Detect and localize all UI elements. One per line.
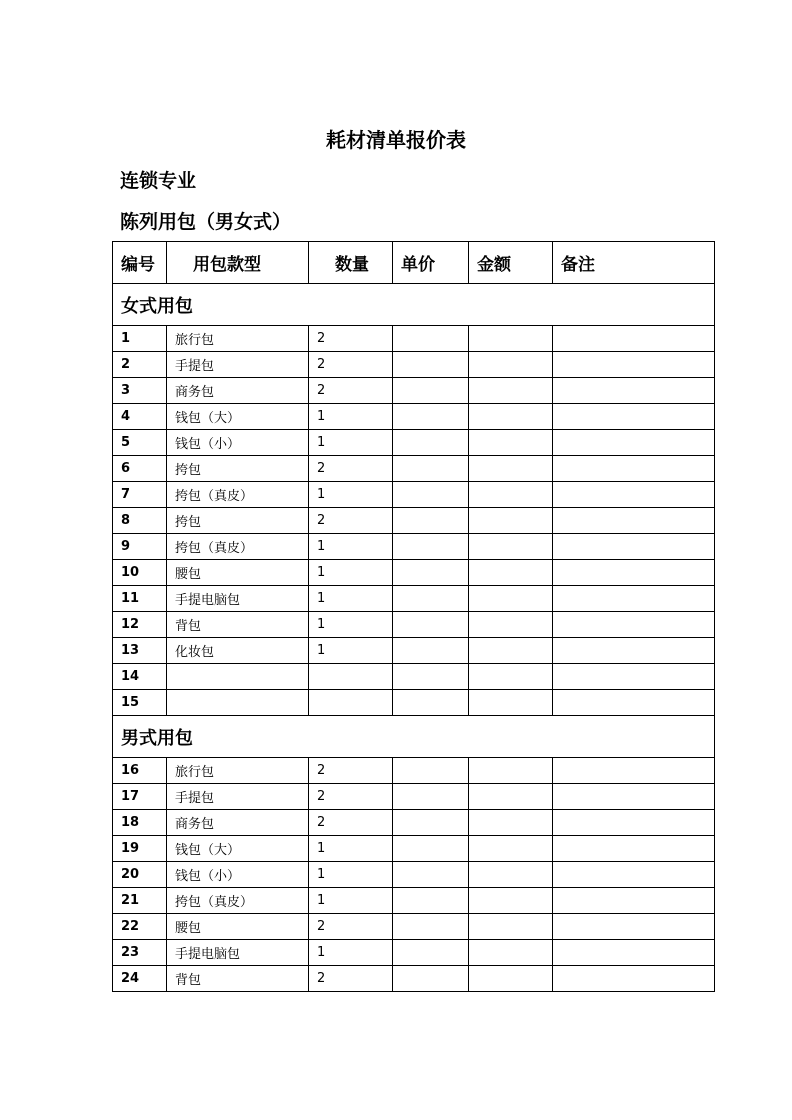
cell-number: 1 [113, 326, 167, 352]
cell-bag-type: 钱包（小） [167, 430, 309, 456]
table-row [113, 914, 715, 940]
cell-quantity: 2 [309, 352, 393, 378]
cell-quantity: 1 [309, 404, 393, 430]
table-row [113, 612, 715, 638]
cell-number: 17 [113, 784, 167, 810]
table-row [113, 690, 715, 716]
cell-bag-type: 挎包 [167, 456, 309, 482]
cell-number: 13 [113, 638, 167, 664]
cell-number: 23 [113, 940, 167, 966]
cell-amount [469, 638, 553, 664]
table-row [113, 404, 715, 430]
cell-number: 2 [113, 352, 167, 378]
cell-number: 16 [113, 758, 167, 784]
cell-amount [469, 966, 553, 992]
table-row [113, 862, 715, 888]
table-row [113, 352, 715, 378]
cell-bag-type: 钱包（大） [167, 404, 309, 430]
cell-bag-type [167, 690, 309, 716]
table-row [113, 784, 715, 810]
cell-amount [469, 862, 553, 888]
cell-unit-price [393, 378, 469, 404]
cell-remarks [553, 482, 715, 508]
cell-remarks [553, 612, 715, 638]
cell-unit-price [393, 836, 469, 862]
cell-remarks [553, 508, 715, 534]
cell-quantity [309, 664, 393, 690]
cell-quantity: 1 [309, 430, 393, 456]
cell-unit-price [393, 456, 469, 482]
cell-unit-price [393, 914, 469, 940]
cell-unit-price [393, 966, 469, 992]
group-label: 男式用包 [113, 716, 715, 758]
cell-bag-type: 手提电脑包 [167, 940, 309, 966]
header-number: 编号 [113, 242, 167, 284]
cell-bag-type: 钱包（小） [167, 862, 309, 888]
table-row [113, 482, 715, 508]
cell-remarks [553, 888, 715, 914]
cell-number: 6 [113, 456, 167, 482]
cell-number: 9 [113, 534, 167, 560]
table-row [113, 378, 715, 404]
cell-bag-type: 腰包 [167, 560, 309, 586]
quotation-table [112, 241, 715, 992]
header-bag-type: 用包款型 [167, 242, 309, 284]
cell-amount [469, 378, 553, 404]
cell-quantity: 1 [309, 836, 393, 862]
cell-amount [469, 836, 553, 862]
header-unit-price: 单价 [393, 242, 469, 284]
cell-amount [469, 404, 553, 430]
cell-quantity: 2 [309, 784, 393, 810]
table-row [113, 430, 715, 456]
cell-unit-price [393, 888, 469, 914]
cell-bag-type: 旅行包 [167, 758, 309, 784]
cell-amount [469, 586, 553, 612]
cell-unit-price [393, 758, 469, 784]
cell-number: 5 [113, 430, 167, 456]
table-row [113, 326, 715, 352]
cell-amount [469, 456, 553, 482]
group-row [113, 716, 715, 758]
cell-quantity: 1 [309, 940, 393, 966]
cell-bag-type: 化妆包 [167, 638, 309, 664]
cell-bag-type: 挎包（真皮） [167, 534, 309, 560]
document-title: 耗材清单报价表 [326, 128, 466, 152]
cell-bag-type: 手提包 [167, 352, 309, 378]
cell-number: 20 [113, 862, 167, 888]
table-row [113, 586, 715, 612]
cell-unit-price [393, 326, 469, 352]
cell-remarks [553, 586, 715, 612]
cell-unit-price [393, 560, 469, 586]
cell-remarks [553, 690, 715, 716]
cell-remarks [553, 940, 715, 966]
cell-number: 12 [113, 612, 167, 638]
cell-remarks [553, 404, 715, 430]
cell-amount [469, 758, 553, 784]
header-remarks: 备注 [553, 242, 715, 284]
header-quantity: 数量 [309, 242, 393, 284]
table-row [113, 836, 715, 862]
cell-number: 11 [113, 586, 167, 612]
cell-unit-price [393, 404, 469, 430]
group-row [113, 284, 715, 326]
cell-amount [469, 888, 553, 914]
cell-quantity: 2 [309, 914, 393, 940]
cell-unit-price [393, 508, 469, 534]
cell-remarks [553, 352, 715, 378]
cell-remarks [553, 326, 715, 352]
cell-unit-price [393, 664, 469, 690]
cell-remarks [553, 664, 715, 690]
cell-remarks [553, 966, 715, 992]
table-row [113, 664, 715, 690]
cell-bag-type: 挎包（真皮） [167, 482, 309, 508]
section-heading-display-bags: 陈列用包（男女式） [120, 211, 292, 233]
cell-number: 10 [113, 560, 167, 586]
cell-unit-price [393, 612, 469, 638]
cell-bag-type: 挎包 [167, 508, 309, 534]
cell-unit-price [393, 482, 469, 508]
cell-bag-type: 旅行包 [167, 326, 309, 352]
cell-amount [469, 326, 553, 352]
cell-bag-type: 腰包 [167, 914, 309, 940]
cell-unit-price [393, 862, 469, 888]
cell-unit-price [393, 810, 469, 836]
cell-unit-price [393, 690, 469, 716]
table-row [113, 966, 715, 992]
cell-number: 18 [113, 810, 167, 836]
cell-unit-price [393, 784, 469, 810]
cell-amount [469, 784, 553, 810]
cell-remarks [553, 534, 715, 560]
cell-amount [469, 612, 553, 638]
cell-quantity: 1 [309, 862, 393, 888]
cell-amount [469, 482, 553, 508]
cell-quantity: 2 [309, 326, 393, 352]
table-row [113, 560, 715, 586]
cell-number: 15 [113, 690, 167, 716]
cell-remarks [553, 862, 715, 888]
cell-number: 7 [113, 482, 167, 508]
cell-unit-price [393, 638, 469, 664]
group-label: 女式用包 [113, 284, 715, 326]
cell-quantity: 1 [309, 560, 393, 586]
cell-quantity: 2 [309, 758, 393, 784]
cell-remarks [553, 430, 715, 456]
cell-quantity: 1 [309, 612, 393, 638]
cell-number: 21 [113, 888, 167, 914]
cell-remarks [553, 836, 715, 862]
cell-amount [469, 352, 553, 378]
cell-quantity [309, 690, 393, 716]
cell-unit-price [393, 534, 469, 560]
table-row [113, 508, 715, 534]
cell-amount [469, 664, 553, 690]
cell-remarks [553, 784, 715, 810]
cell-amount [469, 914, 553, 940]
cell-unit-price [393, 940, 469, 966]
cell-number: 19 [113, 836, 167, 862]
cell-remarks [553, 758, 715, 784]
table-row [113, 940, 715, 966]
cell-bag-type: 商务包 [167, 378, 309, 404]
cell-quantity: 2 [309, 966, 393, 992]
cell-amount [469, 430, 553, 456]
cell-unit-price [393, 586, 469, 612]
cell-quantity: 1 [309, 534, 393, 560]
cell-bag-type: 手提电脑包 [167, 586, 309, 612]
table-row [113, 810, 715, 836]
table-row [113, 758, 715, 784]
cell-quantity: 2 [309, 456, 393, 482]
cell-number: 14 [113, 664, 167, 690]
table-row [113, 534, 715, 560]
cell-bag-type: 商务包 [167, 810, 309, 836]
cell-unit-price [393, 430, 469, 456]
cell-number: 4 [113, 404, 167, 430]
cell-number: 24 [113, 966, 167, 992]
cell-quantity: 2 [309, 378, 393, 404]
section-heading-chain: 连锁专业 [120, 170, 197, 192]
table-row [113, 638, 715, 664]
cell-amount [469, 810, 553, 836]
cell-quantity: 1 [309, 482, 393, 508]
cell-remarks [553, 810, 715, 836]
cell-bag-type [167, 664, 309, 690]
cell-bag-type: 钱包（大） [167, 836, 309, 862]
cell-bag-type: 挎包（真皮） [167, 888, 309, 914]
cell-remarks [553, 378, 715, 404]
cell-bag-type: 背包 [167, 612, 309, 638]
cell-number: 3 [113, 378, 167, 404]
cell-amount [469, 508, 553, 534]
cell-quantity: 1 [309, 638, 393, 664]
cell-remarks [553, 638, 715, 664]
header-amount: 金额 [469, 242, 553, 284]
cell-bag-type: 手提包 [167, 784, 309, 810]
cell-bag-type: 背包 [167, 966, 309, 992]
cell-number: 8 [113, 508, 167, 534]
cell-number: 22 [113, 914, 167, 940]
cell-quantity: 1 [309, 586, 393, 612]
cell-remarks [553, 914, 715, 940]
cell-unit-price [393, 352, 469, 378]
cell-amount [469, 534, 553, 560]
cell-remarks [553, 456, 715, 482]
table-row [113, 456, 715, 482]
cell-amount [469, 560, 553, 586]
table-header-row [113, 242, 715, 284]
cell-amount [469, 690, 553, 716]
cell-quantity: 2 [309, 508, 393, 534]
cell-remarks [553, 560, 715, 586]
table-row [113, 888, 715, 914]
cell-quantity: 1 [309, 888, 393, 914]
cell-amount [469, 940, 553, 966]
cell-quantity: 2 [309, 810, 393, 836]
